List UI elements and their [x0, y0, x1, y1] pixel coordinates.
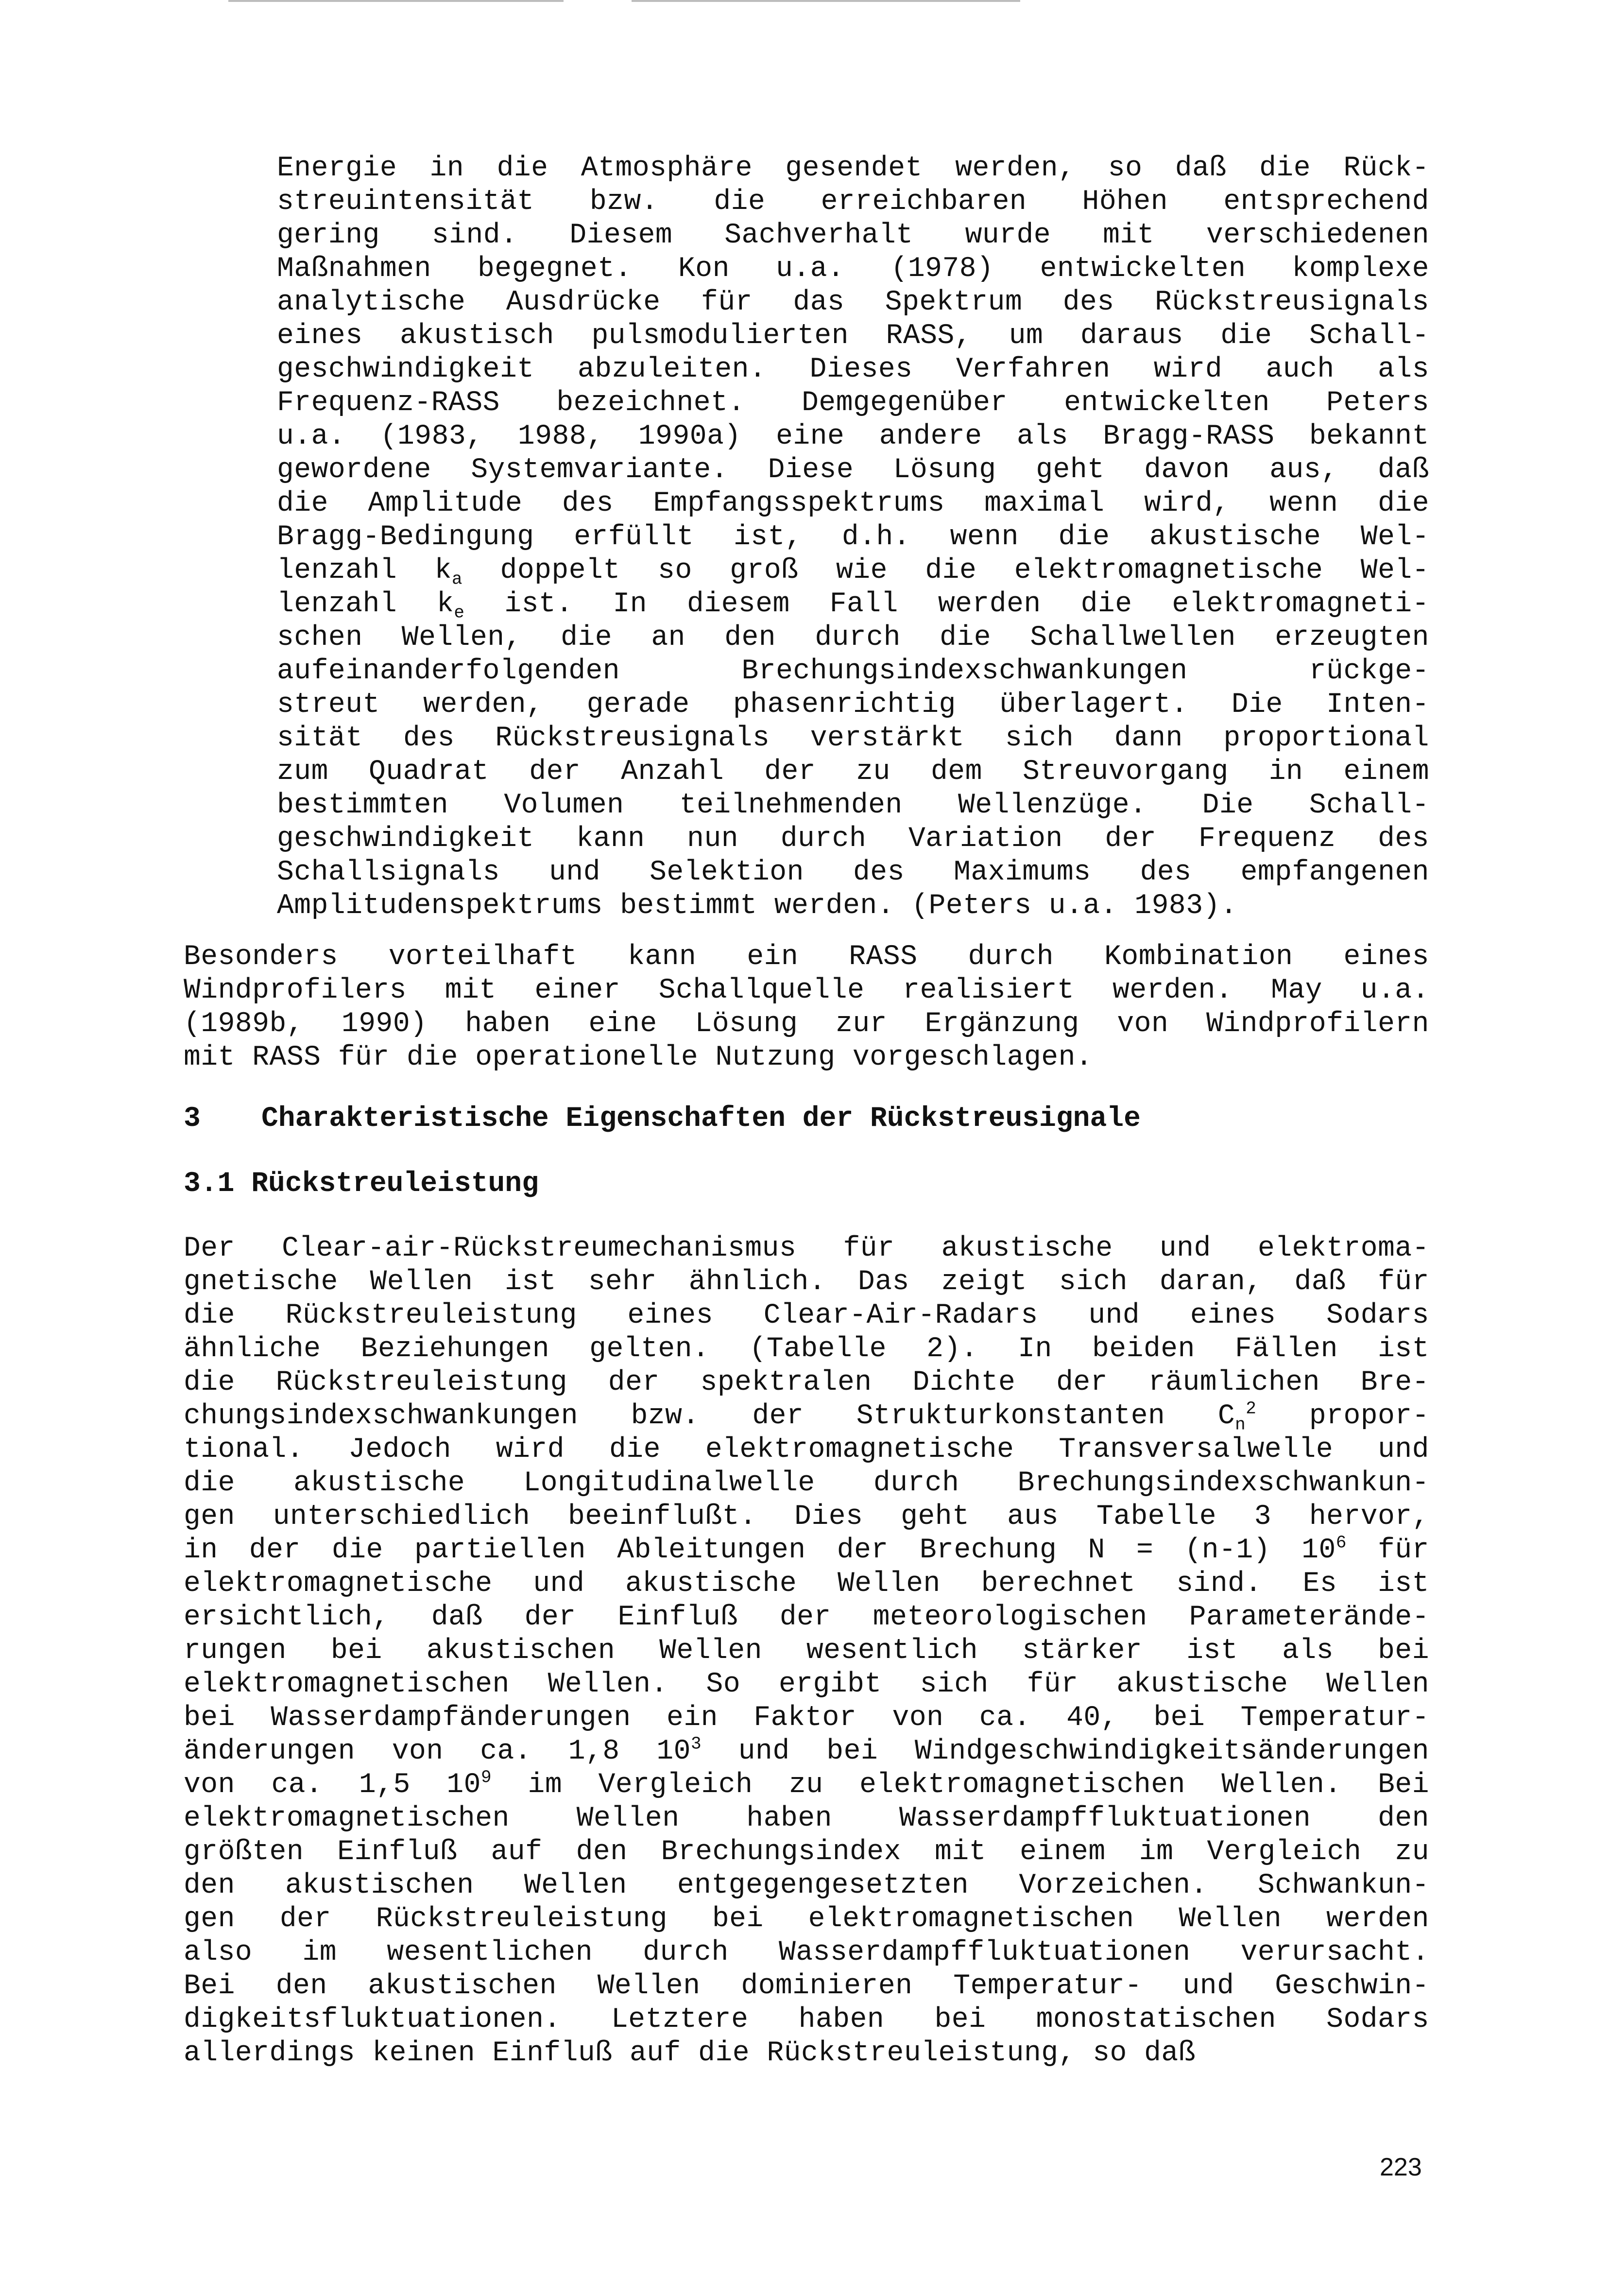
text-line: [277, 587, 1429, 621]
text-line: die Amplitude des Empfangsspektrums maximal wird, wenn die: [277, 488, 1429, 519]
text-line: analytische Ausdrücke für das Spektrum des Rückstreusignals: [277, 287, 1429, 318]
text-line: [277, 554, 1429, 587]
text-line: ersichtlich, daß der Einfluß der meteorologischen Parameterände-: [184, 1602, 1429, 1633]
text-line: Besonders vorteilhaft kann ein RASS durch Kombination eines: [184, 941, 1429, 973]
text-line: gen unterschiedlich beeinflußt. Dies geht aus Tabelle 3 hervor,: [184, 1501, 1429, 1533]
text-line: eines akustisch pulsmodulierten RASS, um daraus die Schall-: [277, 320, 1429, 352]
text-line: also im wesentlichen durch Wasserdampffluktuationen verursacht.: [184, 1937, 1429, 1968]
text-run: änderungen von ca. 1,8 10: [184, 1736, 691, 1767]
text-line: (1989b, 1990) haben eine Lösung zur Ergänzung von Windprofilern: [184, 1008, 1429, 1040]
text-line: Frequenz-RASS bezeichnet. Demgegenüber entwickelten Peters: [277, 387, 1429, 419]
text-run: lenzahl k: [277, 588, 454, 620]
text-line: geschwindigkeit abzuleiten. Dieses Verfahren wird auch als: [277, 354, 1429, 385]
text-run: im Vergleich zu elektromagnetischen Wellen. Bei: [492, 1769, 1429, 1801]
text-line: mit RASS für die operationelle Nutzung vorgeschlagen.: [184, 1042, 1093, 1073]
superscript: 6: [1335, 1533, 1347, 1553]
superscript: 3: [690, 1734, 702, 1754]
text-line: elektromagnetischen Wellen. So ergibt sich für akustische Wellen: [184, 1669, 1429, 1700]
text-line: die Rückstreuleistung eines Clear-Air-Radars und eines Sodars: [184, 1300, 1429, 1331]
page-number: 223: [1380, 2153, 1422, 2181]
text-line: rungen bei akustischen Wellen wesentlich stärker ist als bei: [184, 1635, 1429, 1667]
text-line: schen Wellen, die an den durch die Schallwellen erzeugten: [277, 622, 1429, 654]
text-line: Windprofilers mit einer Schallquelle realisiert werden. May u.a.: [184, 975, 1429, 1006]
text-line: tional. Jedoch wird die elektromagnetische Transversalwelle und: [184, 1434, 1429, 1466]
text-run: von ca. 1,5 10: [184, 1769, 481, 1801]
text-line: Bei den akustischen Wellen dominieren Temperatur- und Geschwin-: [184, 1970, 1429, 2002]
text-line: sität des Rückstreusignals verstärkt sich dann proportional: [277, 723, 1429, 754]
text-line: [184, 1735, 1429, 1768]
text-line: aufeinanderfolgenden Brechungsindexschwankungen rückge-: [277, 656, 1429, 687]
section-heading: [184, 1103, 1141, 1135]
text-line: die akustische Longitudinalwelle durch Brechungsindexschwankun-: [184, 1467, 1429, 1499]
text-line: [184, 1399, 1429, 1433]
text-line: [184, 1534, 1429, 1567]
text-line: streut werden, gerade phasenrichtig überlagert. Die Inten-: [277, 689, 1429, 721]
subscript: e: [454, 603, 465, 623]
text-line: Energie in die Atmosphäre gesendet werden, so daß die Rück-: [277, 153, 1429, 184]
text-run: ist. In diesem Fall werden die elektromagneti-: [464, 588, 1429, 620]
text-line: geschwindigkeit kann nun durch Variation der Frequenz des: [277, 823, 1429, 855]
text-line: den akustischen Wellen entgegengesetzten Vorzeichen. Schwankun-: [184, 1870, 1429, 1901]
text-line: Der Clear-air-Rückstreumechanismus für akustische und elektroma-: [184, 1233, 1429, 1264]
paragraph-backscatter-power: [184, 1232, 1429, 2070]
text-line: gering sind. Diesem Sachverhalt wurde mit verschiedenen: [277, 220, 1429, 251]
text-run: chungsindexschwankungen bzw. der Strukturkonstanten C: [184, 1400, 1235, 1432]
text-line: Maßnahmen begegnet. Kon u.a. (1978) entwickelten komplexe: [277, 253, 1429, 285]
text-line: allerdings keinen Einfluß auf die Rückstreuleistung, so daß: [184, 2037, 1196, 2069]
text-line: Amplitudenspektrums bestimmt werden. (Peters u.a. 1983).: [277, 890, 1238, 922]
scan-edge-rule-right: [632, 0, 1020, 2]
text-line: elektromagnetische und akustische Wellen berechnet sind. Es ist: [184, 1568, 1429, 1600]
section-number: 3: [184, 1103, 201, 1135]
text-line: bei Wasserdampfänderungen ein Faktor von ca. 40, bei Temperatur-: [184, 1702, 1429, 1734]
paragraph-windprofiler-rass: [184, 940, 1429, 1074]
text-run: und bei Windgeschwindigkeitsänderungen: [702, 1736, 1429, 1767]
text-line: Schallsignals und Selektion des Maximums des empfangenen: [277, 857, 1429, 888]
text-line: digkeitsfluktuationen. Letztere haben bei monostatischen Sodars: [184, 2004, 1429, 2036]
section-title: Charakteristische Eigenschaften der Rückstreusignale: [261, 1103, 1141, 1135]
text-line: gen der Rückstreuleistung bei elektromagnetischen Wellen werden: [184, 1903, 1429, 1935]
scan-edge-rule-left: [228, 0, 564, 2]
text-line: [184, 1768, 1429, 1802]
text-line: zum Quadrat der Anzahl der zu dem Streuvorgang in einem: [277, 756, 1429, 788]
text-line: größten Einfluß auf den Brechungsindex mit einem im Vergleich zu: [184, 1836, 1429, 1868]
text-line: Bragg-Bedingung erfüllt ist, d.h. wenn die akustische Wel-: [277, 521, 1429, 553]
paragraph-rass-methods: [277, 152, 1429, 923]
subscript: n: [1235, 1415, 1246, 1435]
text-line: ähnliche Beziehungen gelten. (Tabelle 2). In beiden Fällen ist: [184, 1333, 1429, 1365]
text-run: propor-: [1256, 1400, 1429, 1432]
superscript: 9: [480, 1767, 492, 1788]
text-run: lenzahl k: [277, 555, 452, 587]
text-line: u.a. (1983, 1988, 1990a) eine andere als Bragg-RASS bekannt: [277, 421, 1429, 452]
subscript: a: [451, 569, 463, 589]
text-line: die Rückstreuleistung der spektralen Dichte der räumlichen Bre-: [184, 1367, 1429, 1398]
text-line: gnetische Wellen ist sehr ähnlich. Das zeigt sich daran, daß für: [184, 1266, 1429, 1298]
text-run: in der die partiellen Ableitungen der Brechung N = (n-1) 10: [184, 1535, 1336, 1566]
text-line: streuintensität bzw. die erreichbaren Höhen entsprechend: [277, 186, 1429, 218]
superscript: 2: [1246, 1398, 1257, 1419]
text-run: für: [1346, 1535, 1429, 1566]
text-line: gewordene Systemvariante. Diese Lösung geht davon aus, daß: [277, 454, 1429, 486]
text-run: doppelt so groß wie die elektromagnetische Wel-: [462, 555, 1429, 587]
text-line: elektromagnetischen Wellen haben Wasserdampffluktuationen den: [184, 1803, 1429, 1834]
text-line: bestimmten Volumen teilnehmenden Wellenzüge. Die Schall-: [277, 790, 1429, 821]
subsection-heading: 3.1 Rückstreuleistung: [184, 1168, 539, 1200]
